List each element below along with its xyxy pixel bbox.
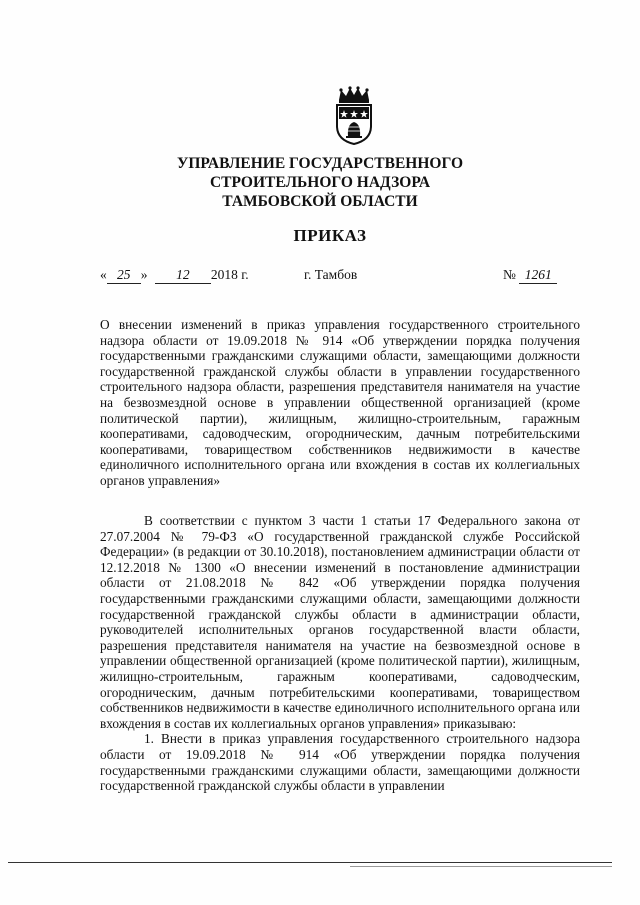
date-open-quote: « — [100, 267, 107, 282]
date-month: 12 — [155, 267, 211, 284]
order-item-1: 1. Внести в приказ управления государственного строительного надзора области от 19.09.2018 № 914 «Об утверждении порядка получения государственными гражданскими служащими области, замещающими должности государственной гражданской службы области в управлении — [100, 731, 580, 794]
org-name-line3: ТАМБОВСКОЙ ОБЛАСТИ — [222, 193, 418, 210]
date-year: 2018 г. — [210, 267, 249, 282]
preamble-paragraph: В соответствии с пунктом 3 части 1 статьи 17 Федерального закона от 27.07.2004 № 79-ФЗ «О государственной гражданской службе Российской Федерации» (в редакции от 30.10.2018), постановлением администрации области от 12.12.2018 № 1300 «О внесении изменений в постановление администрации области от 21.08.2018 № 842 «Об утверждении порядка получения государственными гражданскими служащими области, замещающими должности государственной гражданской службы области в администрации области, руководителей исполнительных органов государственной власти области, разрешения представителя нанимателя на участие на безвозмездной основе в управлении общественной организацией (кроме политической партии), жилищным, жилищно-строительным, гаражным кооперативами, садоводческим, огородническим, дачным потребительскими кооперативами, товариществом собственников недвижимости в качестве единоличного исполнительного органа или вхождения в состав их коллегиальных органов управления» приказываю: — [100, 513, 580, 731]
order-date — [100, 267, 249, 284]
order-body — [100, 513, 580, 794]
date-day: 25 — [107, 267, 141, 284]
order-number — [503, 267, 557, 284]
page-bottom-rule — [8, 862, 612, 863]
city: г. Тамбов — [304, 267, 358, 282]
document-type-title: ПРИКАЗ — [293, 226, 367, 245]
date-close-quote: » — [140, 267, 148, 282]
order-number-value: 1261 — [519, 267, 557, 284]
org-name-line1: УПРАВЛЕНИЕ ГОСУДАРСТВЕННОГО — [176, 155, 464, 172]
order-subject: О внесении изменений в приказ управления государственного строительного надзора области от 19.09.2018 № 914 «Об утверждении порядка получения государственными гражданскими служащими области, замещающими должности государственной гражданской службы области в управлении государственного строительного надзора области, разрешения представителя нанимателя на участие на безвозмездной основе в управлении общественной организацией (кроме политической партии), жилищным, жилищно-строительным, гаражным кооперативами, садоводческим, огородническим, дачным потребительскими кооперативами, товариществом собственников недвижимости в качестве единоличного исполнительного органа или вхождения в состав их коллегиальных органов управления» — [100, 317, 580, 488]
org-name-line2: СТРОИТЕЛЬНОГО НАДЗОРА — [209, 174, 431, 191]
tambov-coat-of-arms-icon — [329, 86, 379, 146]
order-number-label: № — [503, 267, 516, 282]
page-bottom-rule-secondary — [350, 866, 612, 867]
